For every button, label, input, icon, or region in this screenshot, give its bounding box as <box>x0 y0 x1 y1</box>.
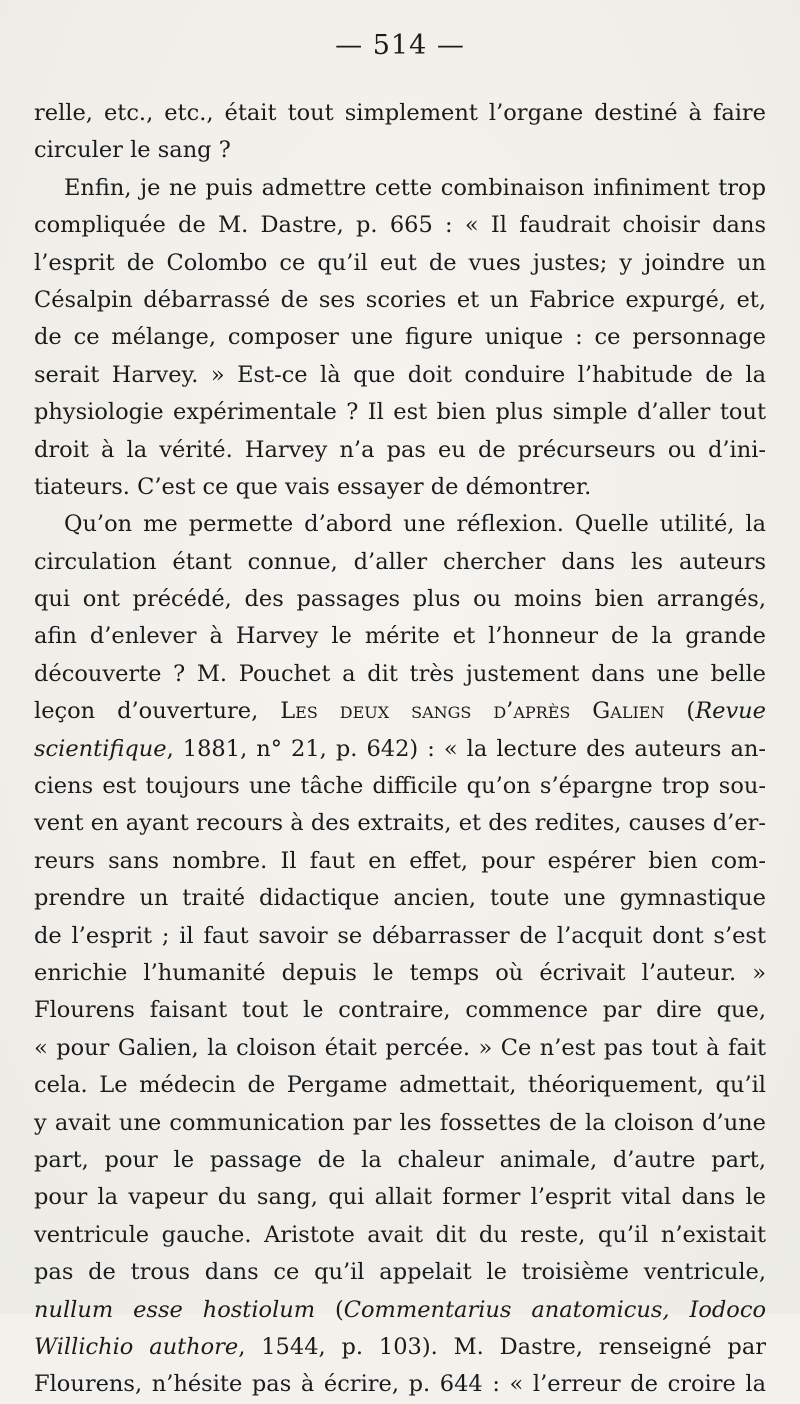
text-line: droit à la vérité. Harvey n’a pas eu de précurseurs ou d’ini- <box>34 436 766 463</box>
text-line: ventricule gauche. Aristote avait dit du reste, qu’il n’existait <box>34 1221 766 1248</box>
text-line: cela. Le médecin de Pergame admettait, théoriquement, qu’il <box>34 1072 766 1099</box>
page-number: — 514 — <box>335 30 465 61</box>
text-line: ciens est toujours une tâche difficile qu’on s’épargne trop sou- <box>34 773 766 800</box>
text-line: leçon d’ouverture, Les deux sangs d’après Galien (Revue <box>34 698 766 725</box>
text-line: pour la vapeur du sang, qui allait former l’esprit vital dans le <box>34 1184 766 1211</box>
text-line: Césalpin débarrassé de ses scories et un Fabrice expurgé, et, <box>34 286 766 313</box>
text-line: l’esprit de Colombo ce qu’il eut de vues justes; y joindre un <box>34 249 766 276</box>
text-line: prendre un traité didactique ancien, toute une gymnastique <box>34 885 766 912</box>
text-line: part, pour le passage de la chaleur animale, d’autre part, <box>34 1146 766 1173</box>
text-line: tiateurs. C’est ce que vais essayer de démontrer. <box>34 473 592 500</box>
text-line: vent en ayant recours à des extraits, et des redites, causes d’er- <box>34 810 766 837</box>
text-line: reurs sans nombre. Il faut en effet, pour espérer bien com- <box>34 847 766 874</box>
text-line: « pour Galien, la cloison était percée. » Ce n’est pas tout à fait <box>34 1034 766 1061</box>
text-line: Enfin, je ne puis admettre cette combinaison infiniment trop <box>64 174 766 201</box>
text-line: Qu’on me permette d’abord une réflexion. Quelle utilité, la <box>64 511 766 538</box>
text-line: Flourens faisant tout le contraire, commence par dire que, <box>34 997 766 1024</box>
text-line: découverte ? M. Pouchet a dit très justement dans une belle <box>34 660 766 687</box>
text-line: qui ont précédé, des passages plus ou moins bien arrangés, <box>34 586 766 613</box>
text-line: serait Harvey. » Est-ce là que doit conduire l’habitude de la <box>34 361 766 388</box>
text-line: afin d’enlever à Harvey le mérite et l’honneur de la grande <box>34 623 766 650</box>
text-line: pas de trous dans ce qu’il appelait le troisième ventricule, <box>34 1259 766 1286</box>
text-line: nullum esse hostiolum (Commentarius anatomicus, Iodoco <box>34 1296 766 1323</box>
text-line: y avait une communication par les fossettes de la cloison d’une <box>34 1109 766 1136</box>
text-line: compliquée de M. Dastre, p. 665 : « Il faudrait choisir dans <box>34 212 766 239</box>
text-line: enrichie l’humanité depuis le temps où écrivait l’auteur. » <box>34 959 766 986</box>
text-line: Willichio authore, 1544, p. 103). M. Dastre, renseigné par <box>34 1333 766 1360</box>
text-line: relle, etc., etc., était tout simplement l’organe destiné à faire <box>34 100 766 126</box>
text-line: Flourens, n’hésite pas à écrire, p. 644 : « l’erreur de croire la <box>34 1371 766 1398</box>
body-text <box>34 95 766 1404</box>
text-line: physiologie expérimentale ? Il est bien plus simple d’aller tout <box>34 399 766 426</box>
text-line: circuler le sang ? <box>34 137 231 164</box>
text-line: de l’esprit ; il faut savoir se débarrasser de l’acquit dont s’est <box>34 922 766 949</box>
text-line: circulation étant connue, d’aller chercher dans les auteurs <box>34 548 766 575</box>
text-line: scientifique, 1881, n° 21, p. 642) : « la lecture des auteurs an- <box>34 735 766 762</box>
text-line: de ce mélange, composer une figure unique : ce personnage <box>34 324 766 351</box>
